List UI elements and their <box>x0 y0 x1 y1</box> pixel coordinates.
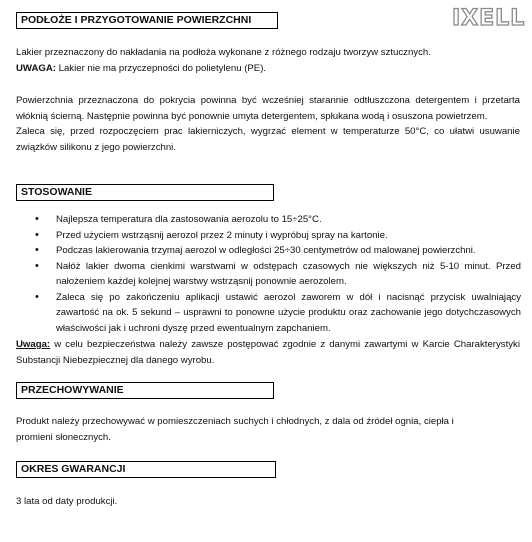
usage-item <box>16 228 521 244</box>
note-text: w celu bezpieczeństwa należy zawsze postępować zgodnie z danymi zawartymi w Karcie Charakterystyki Substancji Niebezpiecznej dla danego wyrobu. <box>16 339 520 366</box>
usage-item-text: Nałóż lakier dwoma cienkimi warstwami w odstępach czasowych nie większych niż 5-10 minut. Przed nałożeniem każdej kolejnej warstwy wstrząsnij ponownie aerozolem. <box>56 260 521 287</box>
usage-note-text <box>16 337 520 368</box>
usage-item <box>16 290 521 337</box>
warning-label: UWAGA: <box>16 62 56 74</box>
surface-warning <box>16 61 520 77</box>
usage-note <box>16 337 520 368</box>
warning-text: Lakier nie ma przyczepności do polietylenu (PE). <box>55 62 267 74</box>
brand-logo: IXELL <box>452 6 526 31</box>
surface-intro: Lakier przeznaczony do nakładania na podłoża wykonane z różnego rodzaju tworzyw sztucznych. <box>16 47 431 58</box>
usage-item-text: Najlepsza temperatura dla zastosowania aerozolu to 15÷25°C. <box>56 214 322 225</box>
usage-item-text: Zaleca się po zakończeniu aplikacji ustawić aerozol zaworem w dół i nacisnąć przycisk uwalniający zawartość na ok. 5 sekund – usprawni to ponowne użycie produktu oraz zachowanie jego dotychczasowych właściwości jak i uchroni dyszę przed ewentualnym zapchaniem. <box>56 291 521 334</box>
storage-content <box>16 414 486 445</box>
section-header-warranty: OKRES GWARANCJI <box>16 461 276 478</box>
bullet-icon: • <box>35 244 39 256</box>
usage-item-text: Przed użyciem wstrząsnij aerozol przez 2 minuty i wypróbuj spray na kartonie. <box>56 229 388 241</box>
usage-item <box>16 212 521 228</box>
bullet-icon: • <box>35 228 39 241</box>
usage-item <box>16 259 521 290</box>
surface-heat: Zaleca się, przed rozpoczęciem prac lakierniczych, wygrzać element w temperaturze 50°C, co ułatwi usuwanie związków silikonu z jego powierzchni. <box>16 126 520 153</box>
surface-prep: Powierzchnia przeznaczona do pokrycia powinna być wcześniej starannie odtłuszczona detergentem i przetarta włóknią ścierną. Następnie powinna być ponownie umyta detergentem, spłukana wodą i osuszona powietrzem. <box>16 95 520 122</box>
usage-item <box>16 243 521 259</box>
usage-item-text: Podczas lakierowania trzymaj aerozol w odległości 25÷30 centymetrów od malowanej powierzchni. <box>56 245 476 256</box>
usage-list <box>16 212 521 336</box>
bullet-icon: • <box>35 290 39 303</box>
warranty-text: 3 lata od daty produkcji. <box>16 496 118 507</box>
storage-text: Produkt należy przechowywać w pomieszczeniach suchych i chłodnych, z dala od źródeł ognia, ciepła i promieni słonecznych. <box>16 416 454 443</box>
bullet-icon: • <box>35 259 39 272</box>
section-header-usage: STOSOWANIE <box>16 184 274 201</box>
surface-prep-text <box>16 93 520 155</box>
usage-list-wrap <box>16 212 521 336</box>
warranty-content <box>16 494 520 510</box>
note-label: Uwaga: <box>16 339 51 350</box>
section-header-storage: PRZECHOWYWANIE <box>16 382 274 399</box>
section-header-surface: PODŁOŻE I PRZYGOTOWANIE POWIERZCHNI <box>16 12 278 29</box>
surface-content <box>16 45 520 76</box>
bullet-icon: • <box>35 213 39 225</box>
